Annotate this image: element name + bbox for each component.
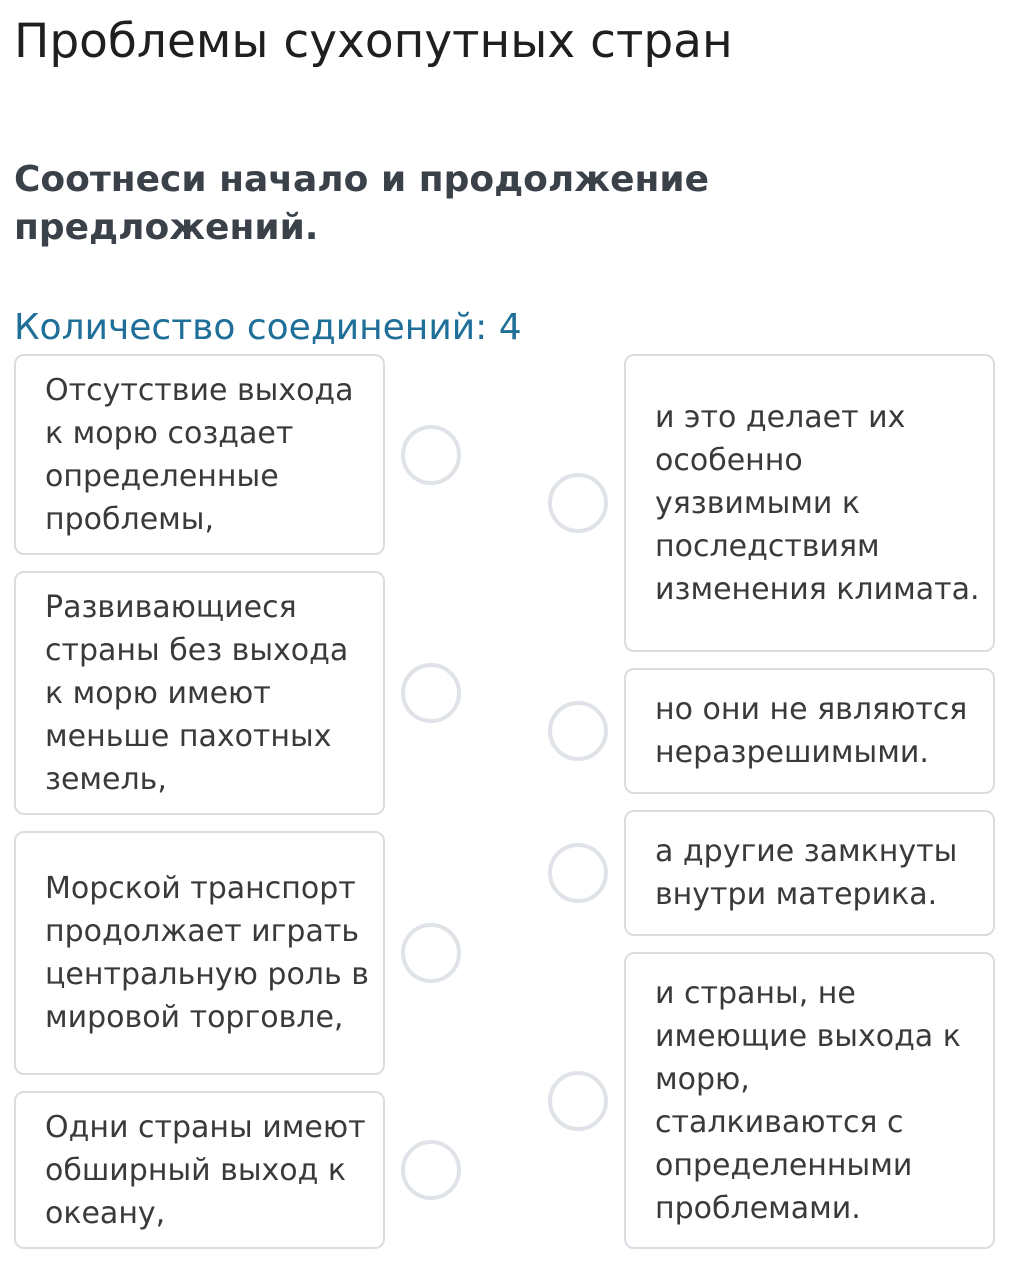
right-item-4[interactable]	[624, 952, 995, 1249]
left-item-2-radio[interactable]	[401, 663, 461, 723]
left-item-2[interactable]	[14, 571, 385, 815]
left-item-4[interactable]	[14, 1091, 385, 1249]
instruction-text: Соотнеси начало и продолжение предложений.	[14, 159, 710, 248]
left-item-4-radio[interactable]	[401, 1140, 461, 1200]
right-item-1-radio[interactable]	[548, 473, 608, 533]
page-title: Проблемы сухопутных стран	[14, 14, 733, 69]
connections-counter: Количество соединений: 4	[14, 307, 522, 348]
right-item-2[interactable]	[624, 668, 995, 794]
left-item-4-text: Одни страны имеют обширный выход к океану,	[45, 1109, 366, 1231]
left-item-3-text: Морской транспорт продолжает играть центральную роль в мировой торговле,	[45, 871, 369, 1035]
left-item-3-radio[interactable]	[401, 923, 461, 983]
right-item-3-text: а другие замкнуты внутри материка.	[655, 834, 958, 912]
right-item-3-radio[interactable]	[548, 843, 608, 903]
right-item-4-radio[interactable]	[548, 1071, 608, 1131]
left-item-2-text: Развивающиеся страны без выхода к морю имеют меньше пахотных земель,	[45, 589, 349, 797]
right-item-2-text: но они не являются неразрешимыми.	[655, 692, 968, 770]
right-item-3[interactable]	[624, 810, 995, 936]
right-item-1-text: и это делает их особенно уязвимыми к последствиям изменения климата.	[655, 399, 980, 607]
left-item-3[interactable]	[14, 831, 385, 1075]
left-item-1-radio[interactable]	[401, 425, 461, 485]
left-item-1[interactable]	[14, 354, 385, 555]
left-item-1-text: Отсутствие выхода к морю создает определенные проблемы,	[45, 372, 354, 537]
right-item-4-text: и страны, не имеющие выхода к морю, сталкиваются с определенными проблемами.	[655, 975, 961, 1226]
right-item-1[interactable]	[624, 354, 995, 652]
right-item-2-radio[interactable]	[548, 701, 608, 761]
